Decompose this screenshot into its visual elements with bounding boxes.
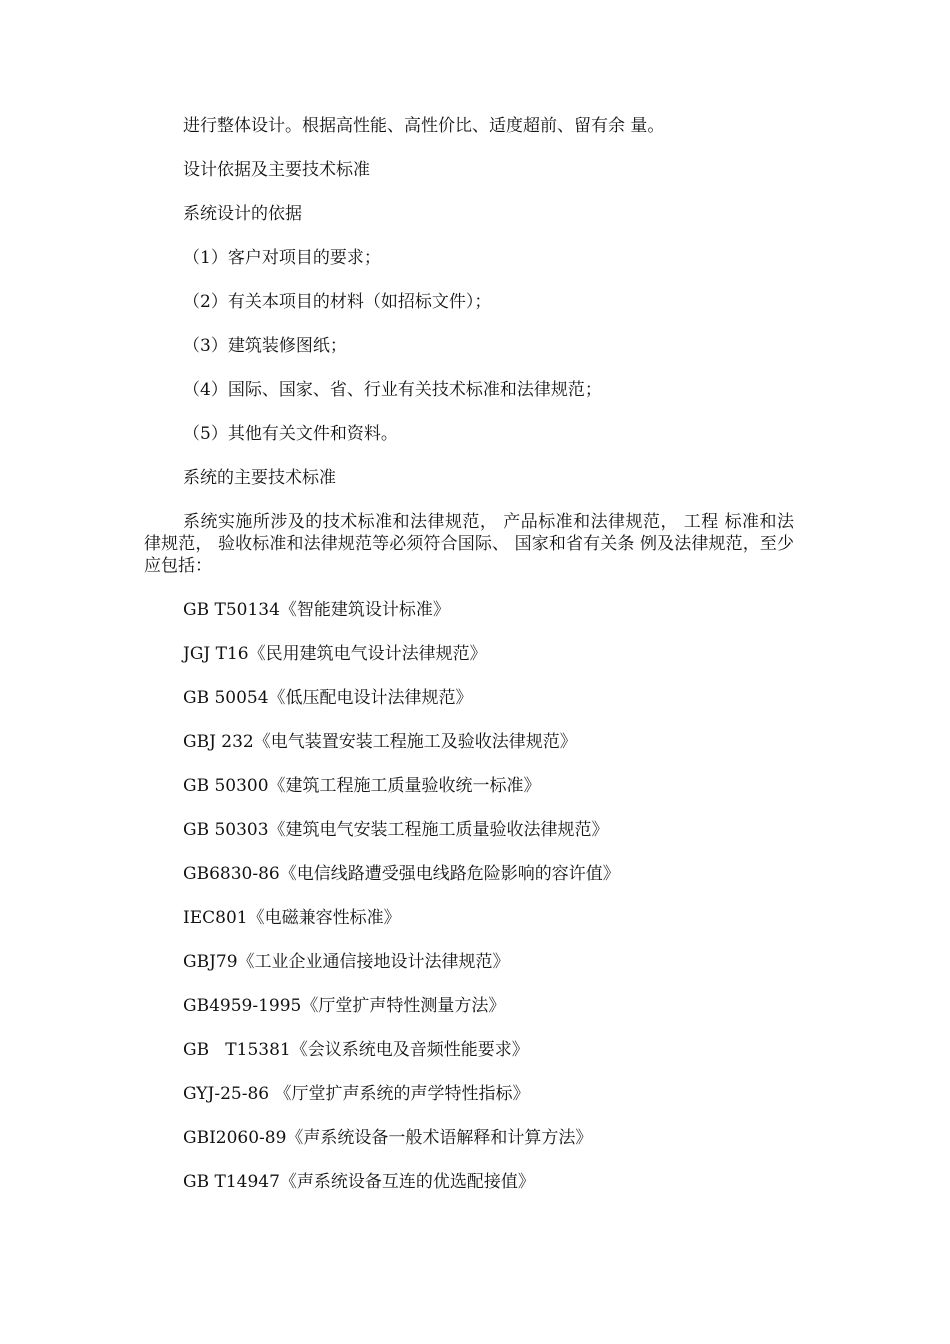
list-item-1: （1）客户对项目的要求； (183, 248, 381, 268)
standard-item: GB 50300《建筑工程施工质量验收统一标准》 (183, 776, 541, 796)
standard-item: GB 50054《低压配电设计法律规范》 (183, 688, 473, 708)
list-item-5: （5）其他有关文件和资料。 (183, 424, 398, 444)
heading-system-design-basis: 系统设计的依据 (183, 204, 302, 224)
standard-item: GB6830-86《电信线路遭受强电线路危险影响的容许值》 (183, 864, 620, 884)
paragraph-design-summary: 进行整体设计。根据高性能、高性价比、适度超前、留有余 量。 (183, 116, 665, 136)
heading-design-basis: 设计依据及主要技术标准 (183, 160, 370, 180)
standard-item: GBI2060-89《声系统设备一般术语解释和计算方法》 (183, 1128, 593, 1148)
standard-item: GBJ79《工业企业通信接地设计法律规范》 (183, 952, 510, 972)
standard-item: GB T15381《会议系统电及音频性能要求》 (183, 1040, 529, 1060)
heading-main-standards: 系统的主要技术标准 (183, 468, 336, 488)
list-item-3: （3）建筑装修图纸； (183, 336, 347, 356)
standard-item: GB T50134《智能建筑设计标准》 (183, 600, 450, 620)
list-item-2: （2）有关本项目的材料（如招标文件）； (183, 292, 492, 312)
standard-item: GB4959-1995《厅堂扩声特性测量方法》 (183, 996, 506, 1016)
list-item-4: （4）国际、国家、省、行业有关技术标准和法律规范； (183, 380, 602, 400)
standard-item: JGJ T16《民用建筑电气设计法律规范》 (183, 644, 487, 664)
paragraph-standards-intro: 系统实施所涉及的技术标准和法律规范， 产品标准和法律规范， 工程 标准和法律规范， 验收标准和法律规范等必须符合国际、 国家和省有关条 例及法律规范，至少应包括： (144, 512, 794, 576)
standard-item: GB 50303《建筑电气安装工程施工质量验收法律规范》 (183, 820, 609, 840)
standard-item: IEC801《电磁兼容性标准》 (183, 908, 401, 928)
standard-item: GB T14947《声系统设备互连的优选配接值》 (183, 1172, 535, 1192)
standard-item: GBJ 232《电气装置安装工程施工及验收法律规范》 (183, 732, 577, 752)
standard-item: GYJ-25-86 《厅堂扩声系统的声学特性指标》 (183, 1084, 530, 1104)
